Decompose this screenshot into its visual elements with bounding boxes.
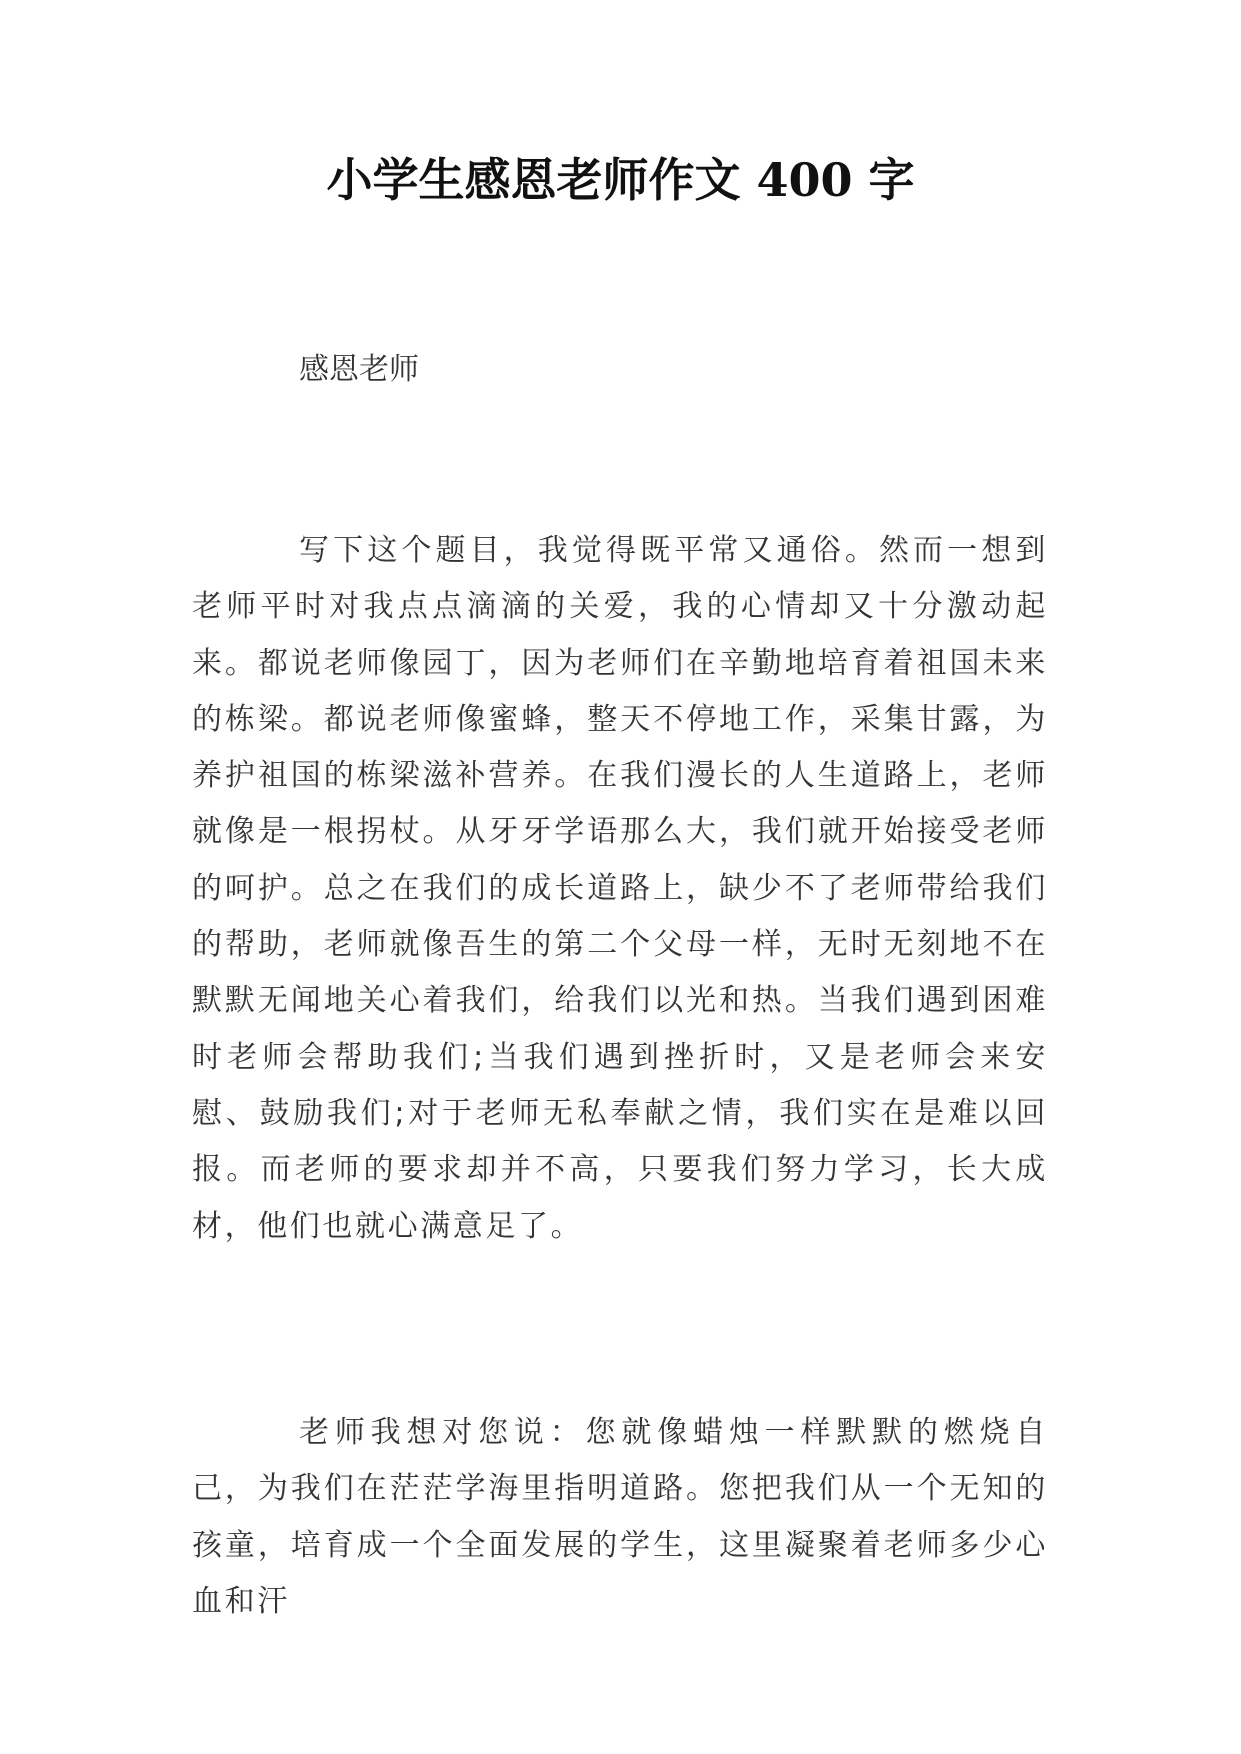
body-paragraph-2: 老师我想对您说：您就像蜡烛一样默默的燃烧自己，为我们在茫茫学海里指明道路。您把我们从一个无知的孩童，培育成一个全面发展的学生，这里凝聚着老师多少心血和汗 [192, 1415, 1048, 1619]
document-subheading: 感恩老师 [299, 352, 419, 387]
body-paragraph-1: 写下这个题目，我觉得既平常又通俗。然而一想到老师平时对我点点滴滴的关爱，我的心情却又十分激动起来。都说老师像园丁，因为老师们在辛勤地培育着祖国未来的栋梁。都说老师像蜜蜂，整天不停地工作，采集甘露，为养护祖国的栋梁滋补营养。在我们漫长的人生道路上，老师就像是一根拐杖。从牙牙学语那么大，我们就开始接受老师的呵护。总之在我们的成长道路上，缺少不了老师带给我们的帮助，老师就像吾生的第二个父母一样，无时无刻地不在默默无闻地关心着我们，给我们以光和热。当我们遇到困难时老师会帮助我们;当我们遇到挫折时，又是老师会来安慰、鼓励我们;对于老师无私奉献之情，我们实在是难以回报。而老师的要求却并不高，只要我们努力学习，长大成材，他们也就心满意足了。 [192, 533, 1048, 1244]
document-title: 小学生感恩老师作文 400 字 [326, 153, 915, 207]
